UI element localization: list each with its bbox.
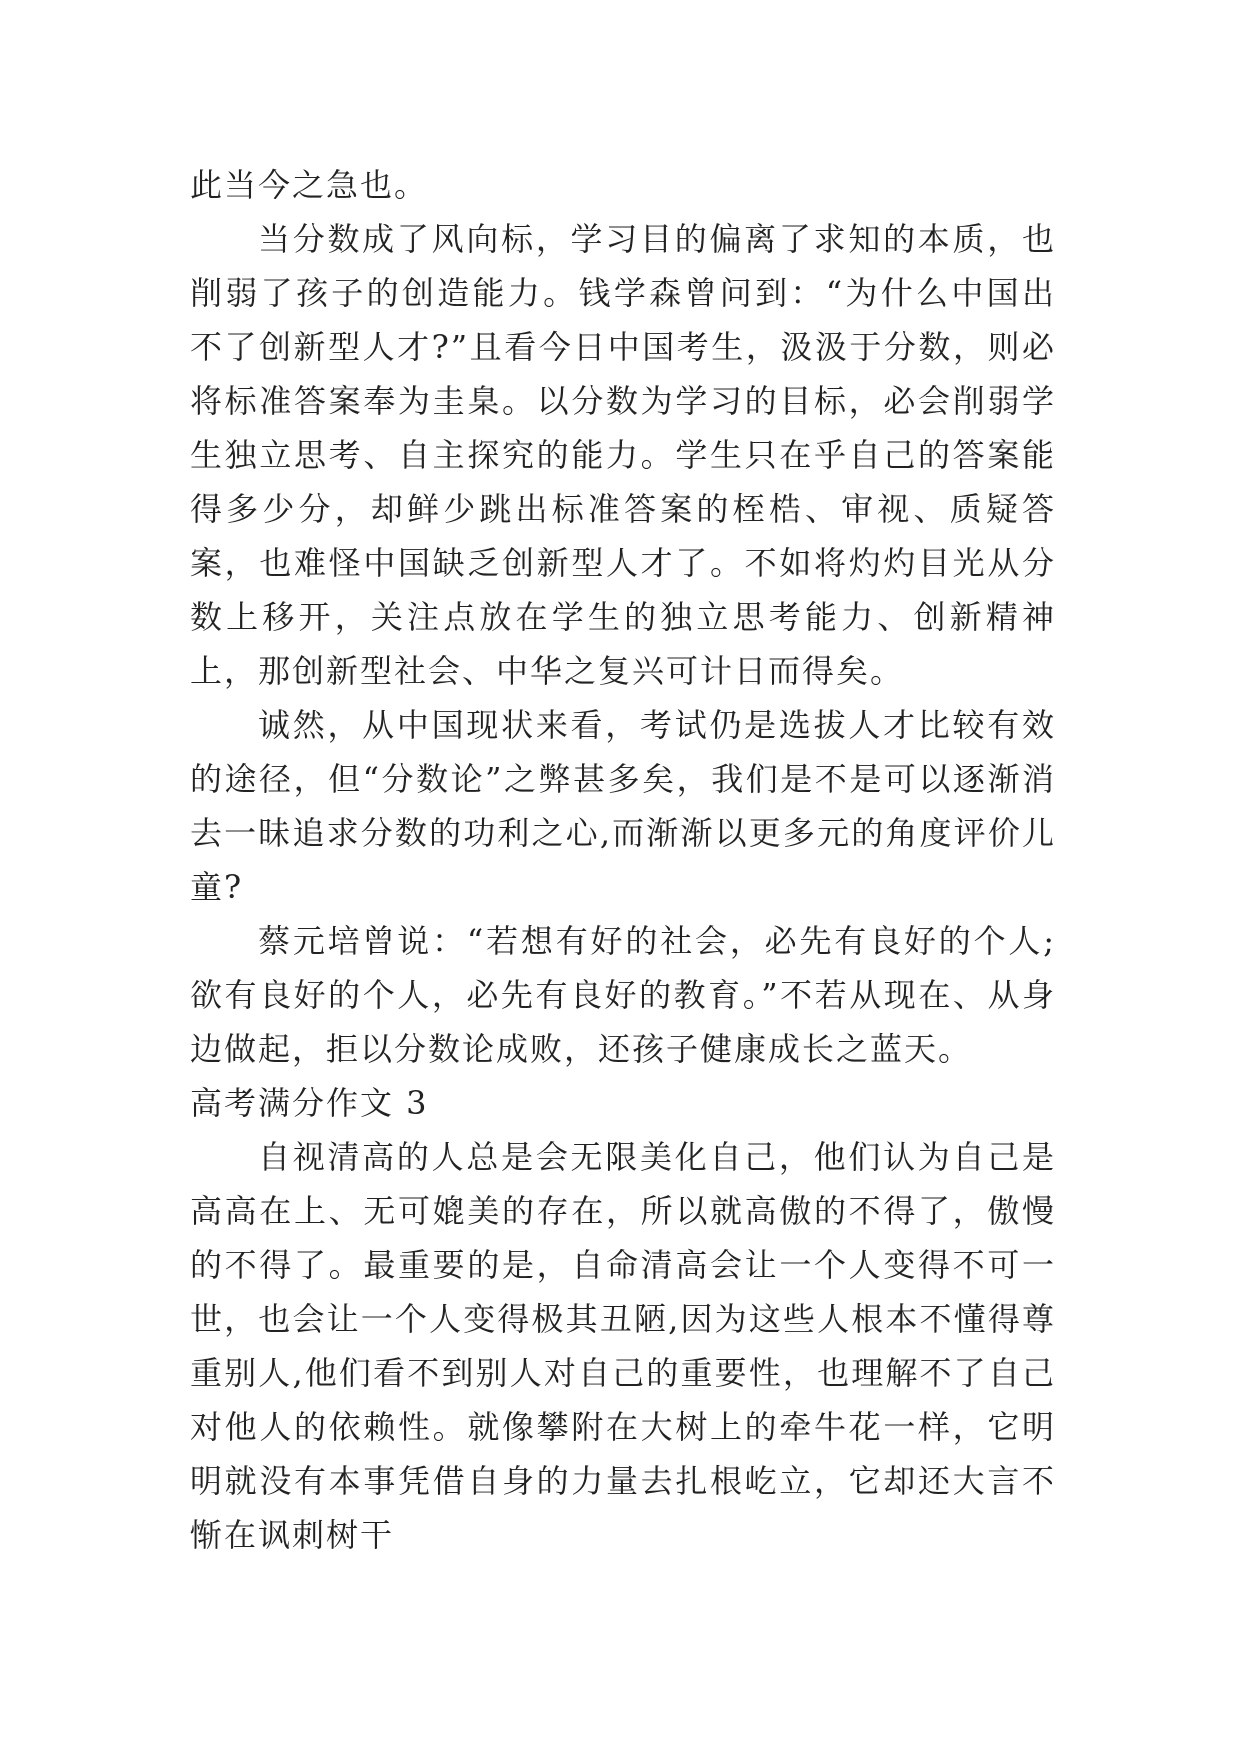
paragraph: 当分数成了风向标，学习目的偏离了求知的本质，也削弱了孩子的创造能力。钱学森曾问到：“为什么中国出不了创新型人才?”且看今日中国考生，汲汲于分数，则必将标准答案奉为圭臬。以分数为学习的目标，必会削弱学生独立思考、自主探究的能力。学生只在乎自己的答案能得多少分，却鲜少跳出标准答案的桎梏、审视、质疑答案，也难怪中国缺乏创新型人才了。不如将灼灼目光从分数上移开，关注点放在学生的独立思考能力、创新精神上，那创新型社会、中华之复兴可计日而得矣。	[190, 220, 1056, 690]
paragraph-continuation: 此当今之急也。	[190, 166, 429, 204]
paragraph: 自视清高的人总是会无限美化自己，他们认为自己是高高在上、无可媲美的存在，所以就高傲的不得了，傲慢的不得了。最重要的是，自命清高会让一个人变得不可一世，也会让一个人变得极其丑陋,因为这些人根本不懂得尊重别人,他们看不到别人对自己的重要性，也理解不了自己对他人的依赖性。就像攀附在大树上的牵牛花一样，它明明就没有本事凭借自身的力量去扎根屹立，它却还大言不惭在讽刺树干	[190, 1138, 1056, 1554]
paragraph: 诚然，从中国现状来看，考试仍是选拔人才比较有效的途径，但“分数论”之弊甚多矣，我们是不是可以逐渐消去一昧追求分数的功利之心,而渐渐以更多元的角度评价儿童?	[190, 706, 1056, 906]
document-body	[190, 158, 1056, 1562]
paragraph: 蔡元培曾说：“若想有好的社会，必先有良好的个人;欲有良好的个人，必先有良好的教育。”不若从现在、从身边做起，拒以分数论成败，还孩子健康成长之蓝天。	[190, 922, 1056, 1068]
section-heading: 高考满分作文 3	[190, 1084, 429, 1122]
